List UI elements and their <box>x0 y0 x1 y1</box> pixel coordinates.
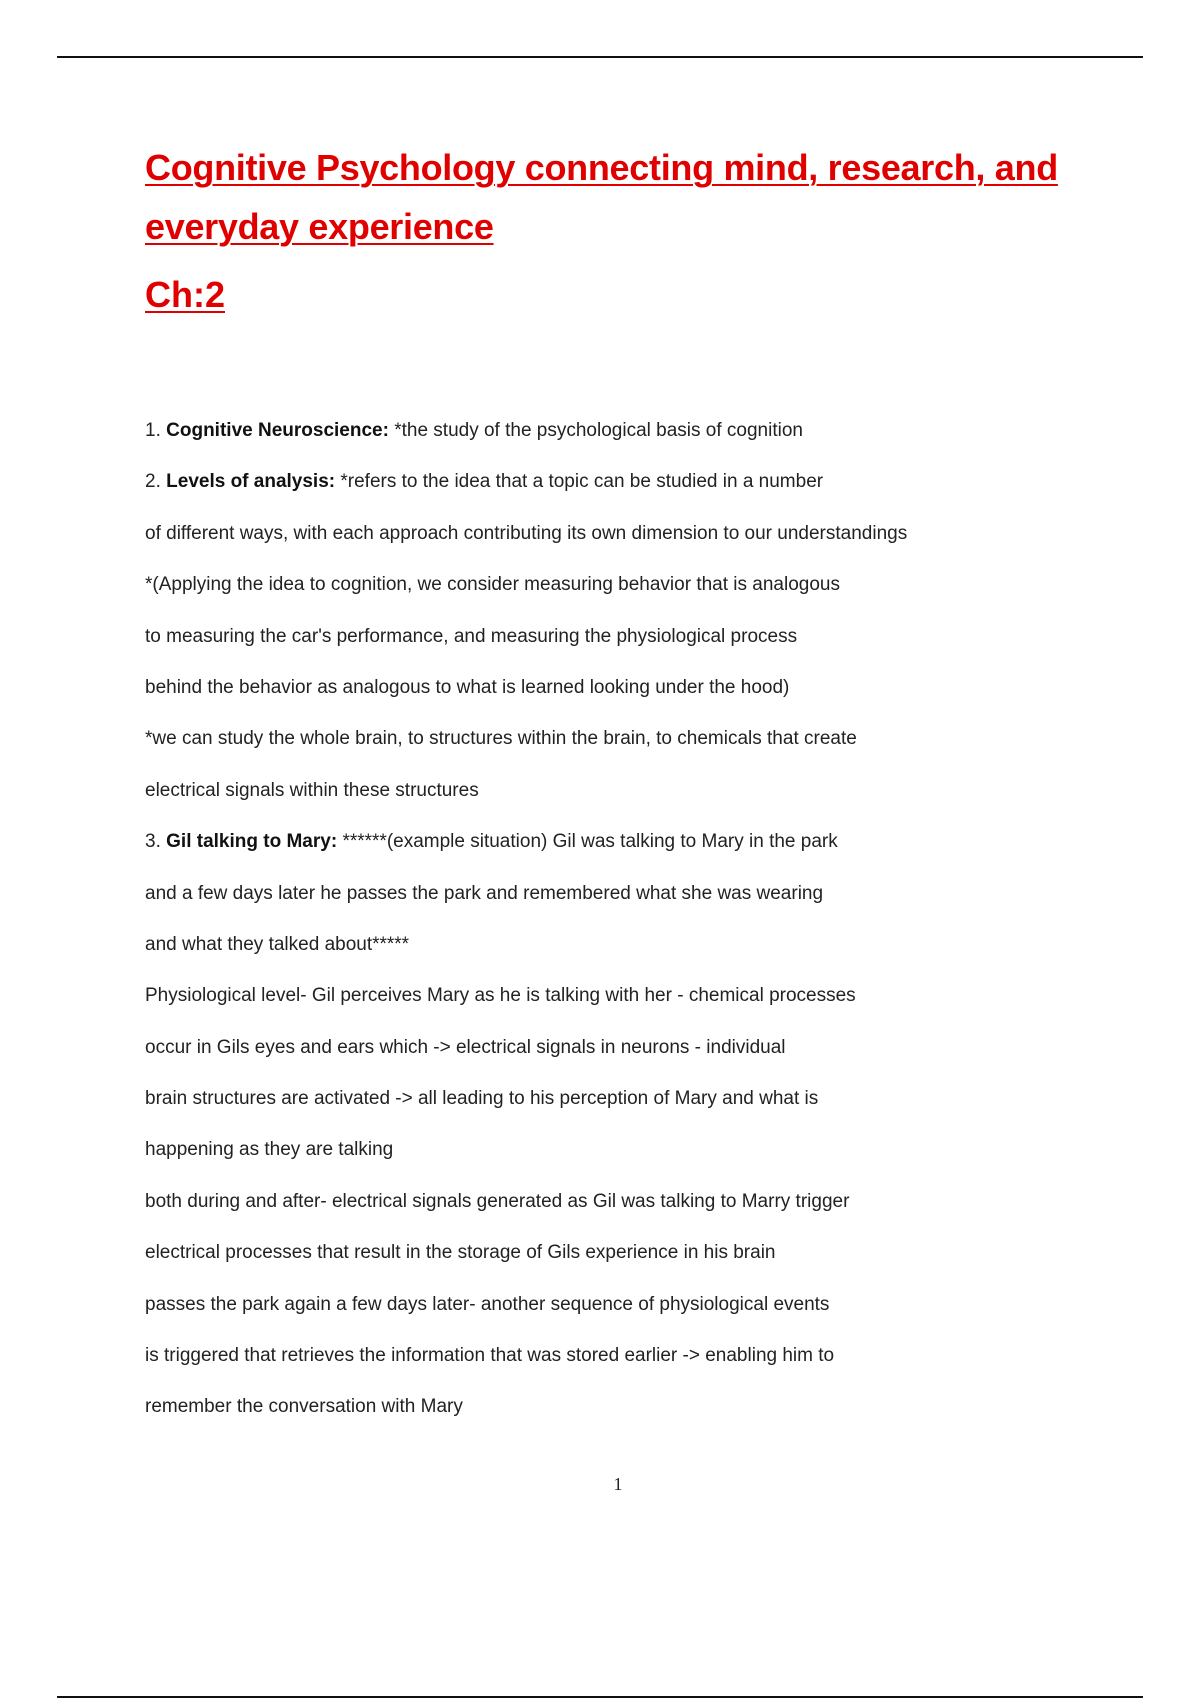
item-term: Levels of analysis: <box>166 471 336 493</box>
item-2-line-6: *we can study the whole brain, to structures within the brain, to chemicals that create <box>145 728 857 750</box>
item-term: Cognitive Neuroscience: <box>166 420 389 441</box>
item-3-line-5: occur in Gils eyes and ears which -> electrical signals in neurons - individual <box>145 1036 786 1058</box>
item-2-line-1 <box>145 456 1105 507</box>
item-2-line-4: to measuring the car's performance, and measuring the physiological process <box>145 625 798 647</box>
item-3-line-8: both during and after- electrical signals generated as Gil was talking to Marry trigger <box>145 1190 850 1212</box>
item-3-line-6: brain structures are activated -> all leading to his perception of Mary and what is <box>145 1088 819 1110</box>
item-2-line-3: *(Applying the idea to cognition, we consider measuring behavior that is analogous <box>145 574 840 596</box>
body-text <box>145 405 1105 1433</box>
item-3-line-1 <box>145 816 1105 867</box>
item-3-line-2: and a few days later he passes the park and remembered what she was wearing <box>145 882 824 904</box>
item-2-line-2: of different ways, with each approach contributing its own dimension to our understandings <box>145 522 908 544</box>
item-2-line-5: behind the behavior as analogous to what is learned looking under the hood) <box>145 676 790 698</box>
bottom-rule <box>57 1696 1143 1698</box>
title-block <box>145 138 1058 317</box>
item-definition: ******(example situation) Gil was talking to Mary in the park <box>342 831 838 853</box>
item-3-line-10: passes the park again a few days later- another sequence of physiological events <box>145 1293 830 1315</box>
item-3-line-3: and what they talked about***** <box>145 933 410 955</box>
item-3-line-12: remember the conversation with Mary <box>145 1396 463 1418</box>
title-line-1: Cognitive Psychology connecting mind, research, and <box>145 147 1058 188</box>
item-term: Gil talking to Mary: <box>166 831 338 853</box>
title-line-2: everyday experience <box>145 206 494 247</box>
item-3-line-7: happening as they are talking <box>145 1139 394 1161</box>
chapter-heading: Ch:2 <box>145 274 225 315</box>
item-3-line-4: Physiological level- Gil perceives Mary as he is talking with her - chemical processes <box>145 985 856 1007</box>
item-3-line-9: electrical processes that result in the storage of Gils experience in his brain <box>145 1242 776 1264</box>
item-2-line-7: electrical signals within these structures <box>145 779 479 801</box>
item-number: 2. <box>145 471 161 493</box>
item-definition: *refers to the idea that a topic can be studied in a number <box>340 471 824 493</box>
item-definition: *the study of the psychological basis of cognition <box>394 420 803 441</box>
item-number: 3. <box>145 831 161 853</box>
page-number: 1 <box>613 1474 623 1494</box>
document-title <box>145 138 1058 256</box>
item-number: 1. <box>145 420 161 441</box>
item-3-line-11: is triggered that retrieves the information that was stored earlier -> enabling him to <box>145 1345 835 1367</box>
top-rule <box>57 56 1143 58</box>
item-1-line-1 <box>145 405 1105 456</box>
